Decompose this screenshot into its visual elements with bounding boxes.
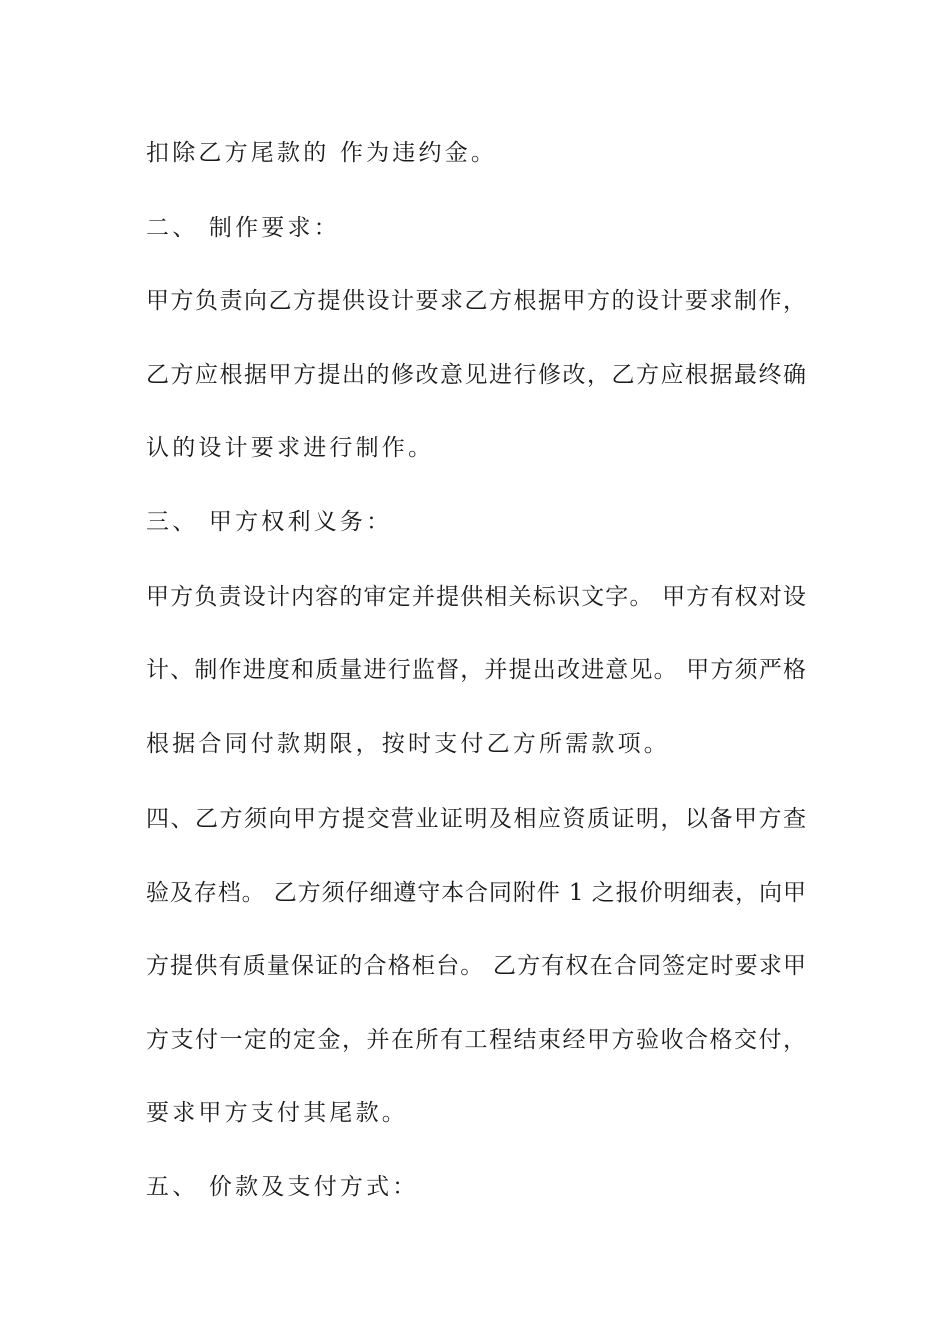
text-line: 乙方应根据甲方提出的修改意见进行修改，乙方应根据最终确 <box>146 362 806 388</box>
section-heading-party-a-rights: 三、 甲方权利义务： <box>146 509 393 535</box>
section-four-text-line: 四、乙方须向甲方提交营业证明及相应资质证明，以备甲方查 <box>146 806 806 832</box>
text-line: 认的设计要求进行制作。 <box>146 435 435 461</box>
section-heading-price-and-payment: 五、 价款及支付方式： <box>146 1174 419 1200</box>
text-line: 计、制作进度和质量进行监督，并提出改进意见。 甲方须严格 <box>146 657 806 683</box>
text-line: 方支付一定的定金，并在所有工程结束经甲方验收合格交付， <box>146 1027 806 1053</box>
text-line: 甲方负责向乙方提供设计要求乙方根据甲方的设计要求制作， <box>146 288 806 314</box>
section-heading-production-requirements: 二、 制作要求： <box>146 215 340 241</box>
text-line: 甲方负责设计内容的审定并提供相关标识文字。 甲方有权对设 <box>146 584 806 610</box>
text-line: 要求甲方支付其尾款。 <box>146 1100 408 1126</box>
text-line: 根据合同付款期限，按时支付乙方所需款项。 <box>146 731 670 757</box>
text-line: 方提供有质量保证的合格柜台。 乙方有权在合同签定时要求甲 <box>146 953 806 979</box>
text-line-penalty-deduction: 扣除乙方尾款的 作为违约金。 <box>146 140 498 166</box>
text-line: 验及存档。 乙方须仔细遵守本合同附件 1 之报价明细表，向甲 <box>146 880 806 906</box>
